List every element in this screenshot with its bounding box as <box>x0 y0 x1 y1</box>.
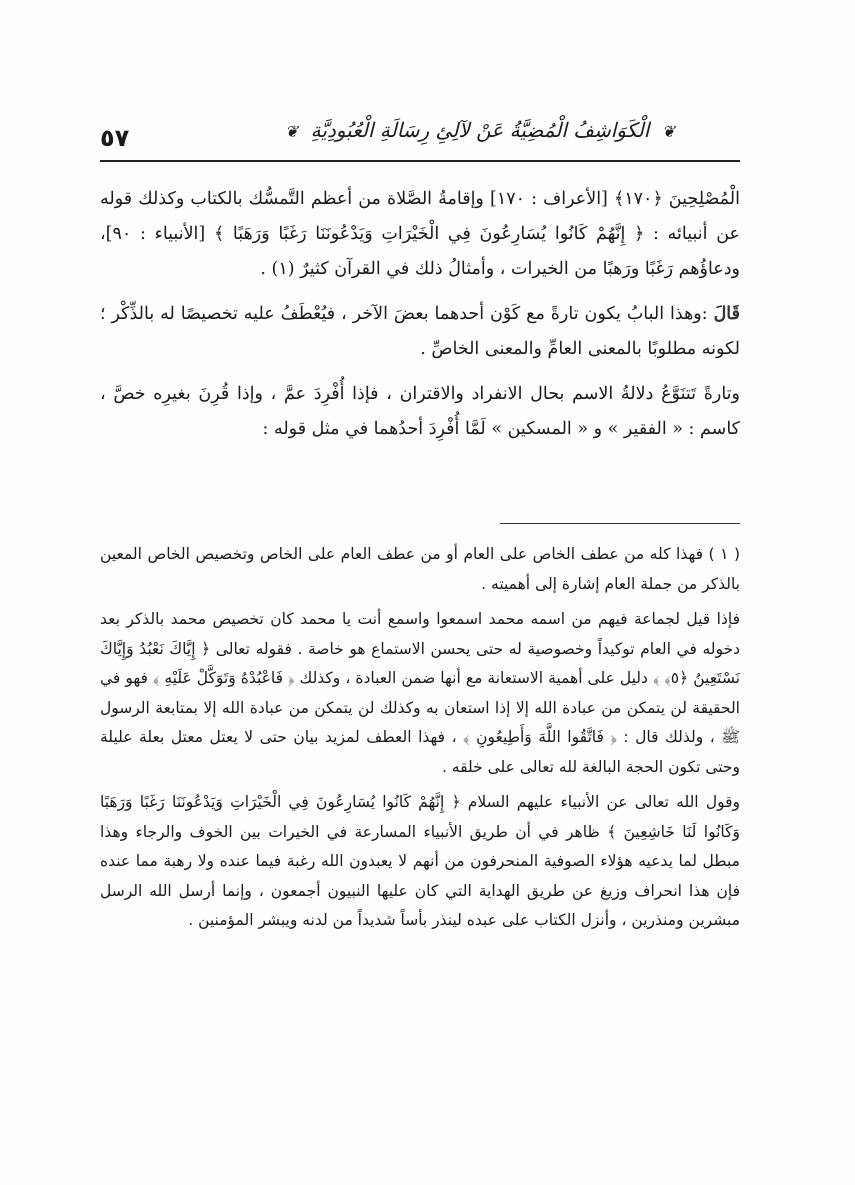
footnote-1: ( ١ ) فهذا كله من عطف الخاص على العام أو من عطف العام على الخاص وتخصيص الخاص المعين بالذكر من جملة العام إشارة إلى أهميته . <box>100 545 740 593</box>
footnote-divider <box>500 523 740 524</box>
book-title-text: الْكَوَاشِفُ الْمُضِيَّةُ عَنْ لآلِئِ رِسَالَةِ الْعُبُودِيَّةِ <box>310 118 650 142</box>
paragraph-2-text: :وهذا البابُ يكون تارةً مع كَوْن أحدهما بعضَ الآخر ، فيُعْطَفُ عليه تخصيصًا له بالذِّكْر ؛ لكونه مطلوبًا بالمعنى العامِّ والمعنى الخاصِّ . <box>100 304 740 359</box>
paragraph-2 <box>100 297 740 367</box>
ornament-left-icon: ❦ <box>284 122 299 141</box>
paragraph-3: وتارةً تَتنَوَّعُ دلالةُ الاسم بحال الانفراد والاقتران ، فإذا أُفْرِدَ عمَّ ، وإذا قُرِنَ بغيرِه خصَّ ، كاسم : « الفقير » و « المسكين » لَمَّا أُفْرِدَ أحدُهما في مثل قوله : <box>100 384 740 439</box>
page-header <box>100 118 740 166</box>
footnote-paragraph-2: فإذا قيل لجماعة فيهم من اسمه محمد اسمعوا واسمع أنت يا محمد كان تخصيص محمد بالذكر بعد دخوله في العام توكيداً وخصوصية له حتى يحسن الاستماع هو خاصة . فقوله تعالى ﴿ إِيَّاكَ نَعْبُدُ وَإِيَّاكَ نَسْتَعِينُ ﴿٥﴾ ﴾ دليل على أهمية الاستعانة مع أنها ضمن العبادة ، وكذلك ﴿ فَاعْبُدْهُ وَتَوَكَّلْ عَلَيْهِ ﴾ فهو في الحقيقة لن يتمكن من عبادة الله إلا إذا استعان به وكذلك لن يتمكن من عبادة الله إلا بمتابعة الرسول ﷺ ، ولذلك قال : ﴿ فَاتَّقُوا اللَّهَ وَأَطِيعُونِ ﴾ ، فهذا العطف لمزيد بيان حتى لا يعتل معتل بعلة عليلة وحتى تكون الحجة البالغة لله تعالى على خلقه . <box>100 610 740 776</box>
header-divider <box>100 160 740 162</box>
footnotes <box>100 540 740 942</box>
book-title <box>220 118 740 142</box>
paragraph-1: الْمُصْلِحِينَ ﴿١٧٠﴾ [الأعراف : ١٧٠] وإقامةُ الصَّلاة من أعظم التَّمسُّك بالكتاب وكذلك قوله عن أنبيائه : ﴿ إِنَّهُمْ كَانُوا يُسَارِعُونَ فِي الْخَيْرَاتِ وَيَدْعُونَنَا رَغَبًا وَرَهَبًا ﴾ [الأنبياء : ٩٠]، ودعاؤُهم رَغَبًا ورَهبًا من الخيرات ، وأمثالُ ذلك في القرآن كثيرٌ (١) . <box>100 189 740 279</box>
main-text <box>100 182 740 457</box>
page-number: ٥٧ <box>100 124 130 152</box>
qal-label: قَالَ <box>713 304 740 324</box>
footnote-paragraph-3: وقول الله تعالى عن الأنبياء عليهم السلام ﴿ إِنَّهُمْ كَانُوا يُسَارِعُونَ فِي الْخَيْرَاتِ وَيَدْعُونَنَا رَغَبًا وَرَهَبًا وَكَانُوا لَنَا خَاشِعِينَ ﴾ ظاهر في أن طريق الأنبياء المسارعة في الخيرات بين الخوف والرجاء وهذا مبطل لما يدعيه هؤلاء الصوفية المنحرفون من أنهم لا يعبدون الله رغبة فيما عنده ولا رهبة مما عنده فإن هذا انحراف وزيغ عن طريق الهداية التي كان عليها النبيون أجمعون ، وإنما أرسل الله الرسل مبشرين ومنذرين ، وأنزل الكتاب على عبده لينذر بأساً شديداً من لدنه ويبشر المؤمنين . <box>100 793 740 929</box>
ornament-right-icon: ❦ <box>661 122 676 141</box>
